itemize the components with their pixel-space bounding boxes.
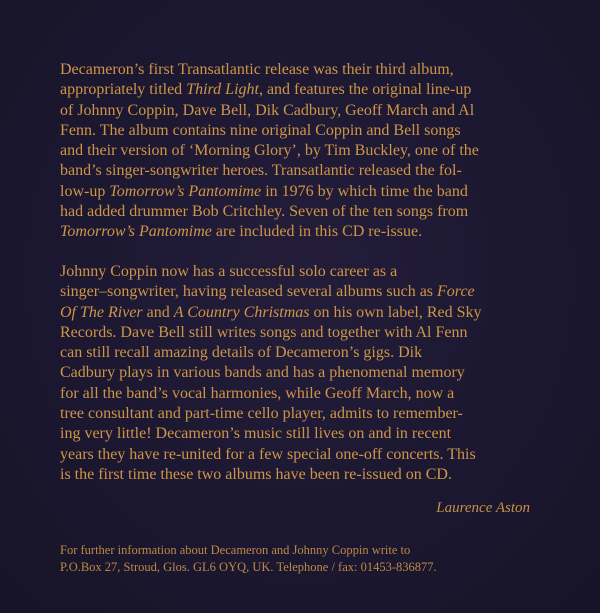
italic-title-run: Force Of The River	[60, 283, 475, 321]
liner-notes-paragraph-2	[60, 262, 540, 485]
text-run: are included in this CD re-issue.	[211, 223, 423, 241]
text-run: Decameron’s first Transatlantic release was their third album, appropriately titled	[60, 61, 454, 99]
text-run: on his own label, Red Sky Records. Dave Bell still writes songs and together with Al Fenn can still recall amazing details of Decameron’s gigs. Dik Cadbury plays in various bands and has a phenomenal memory for all the band’s vocal harmonies, while Geoff March, now a tree consultant and part-time cello player, admits to remember- ing very little! Decameron’s music still lives on and in recent years they have re-united for a few special one-off concerts. This is the first time these two albums have been re-issued on CD.	[60, 303, 482, 483]
italic-title-run: Tomorrow’s Pantomime	[60, 223, 212, 241]
italic-title-run: A Country Christmas	[173, 303, 310, 321]
author-signature: Laurence Aston	[436, 500, 530, 516]
text-run: , and features the original line-up of Johnny Coppin, Dave Bell, Dik Cadbury, Geoff March and Al Fenn. The album contains nine original Coppin and Bell songs and their version of ‘Morning Glory’, by Tim Buckley, one of the band’s singer-songwriter heroes. Transatlantic released the fol- low-up	[60, 81, 479, 200]
italic-title-run: Tomorrow’s Pantomime	[109, 182, 262, 200]
italic-title-run: Third Light	[186, 81, 259, 99]
text-run: in 1976 by which time the band had added drummer Bob Critchley. Seven of the ten songs from	[60, 182, 469, 221]
text-run: Johnny Coppin now has a successful solo career as a singer–songwriter, having released several albums such as	[60, 263, 434, 301]
contact-footer-note: For further information about Decameron and Johnny Coppin write to P.O.Box 27, Stroud, Glos. GL6 OYQ, UK. Telephone / fax: 01453-836877.	[60, 543, 437, 574]
liner-notes-paragraph-1	[60, 60, 540, 243]
text-run: and	[142, 303, 174, 321]
